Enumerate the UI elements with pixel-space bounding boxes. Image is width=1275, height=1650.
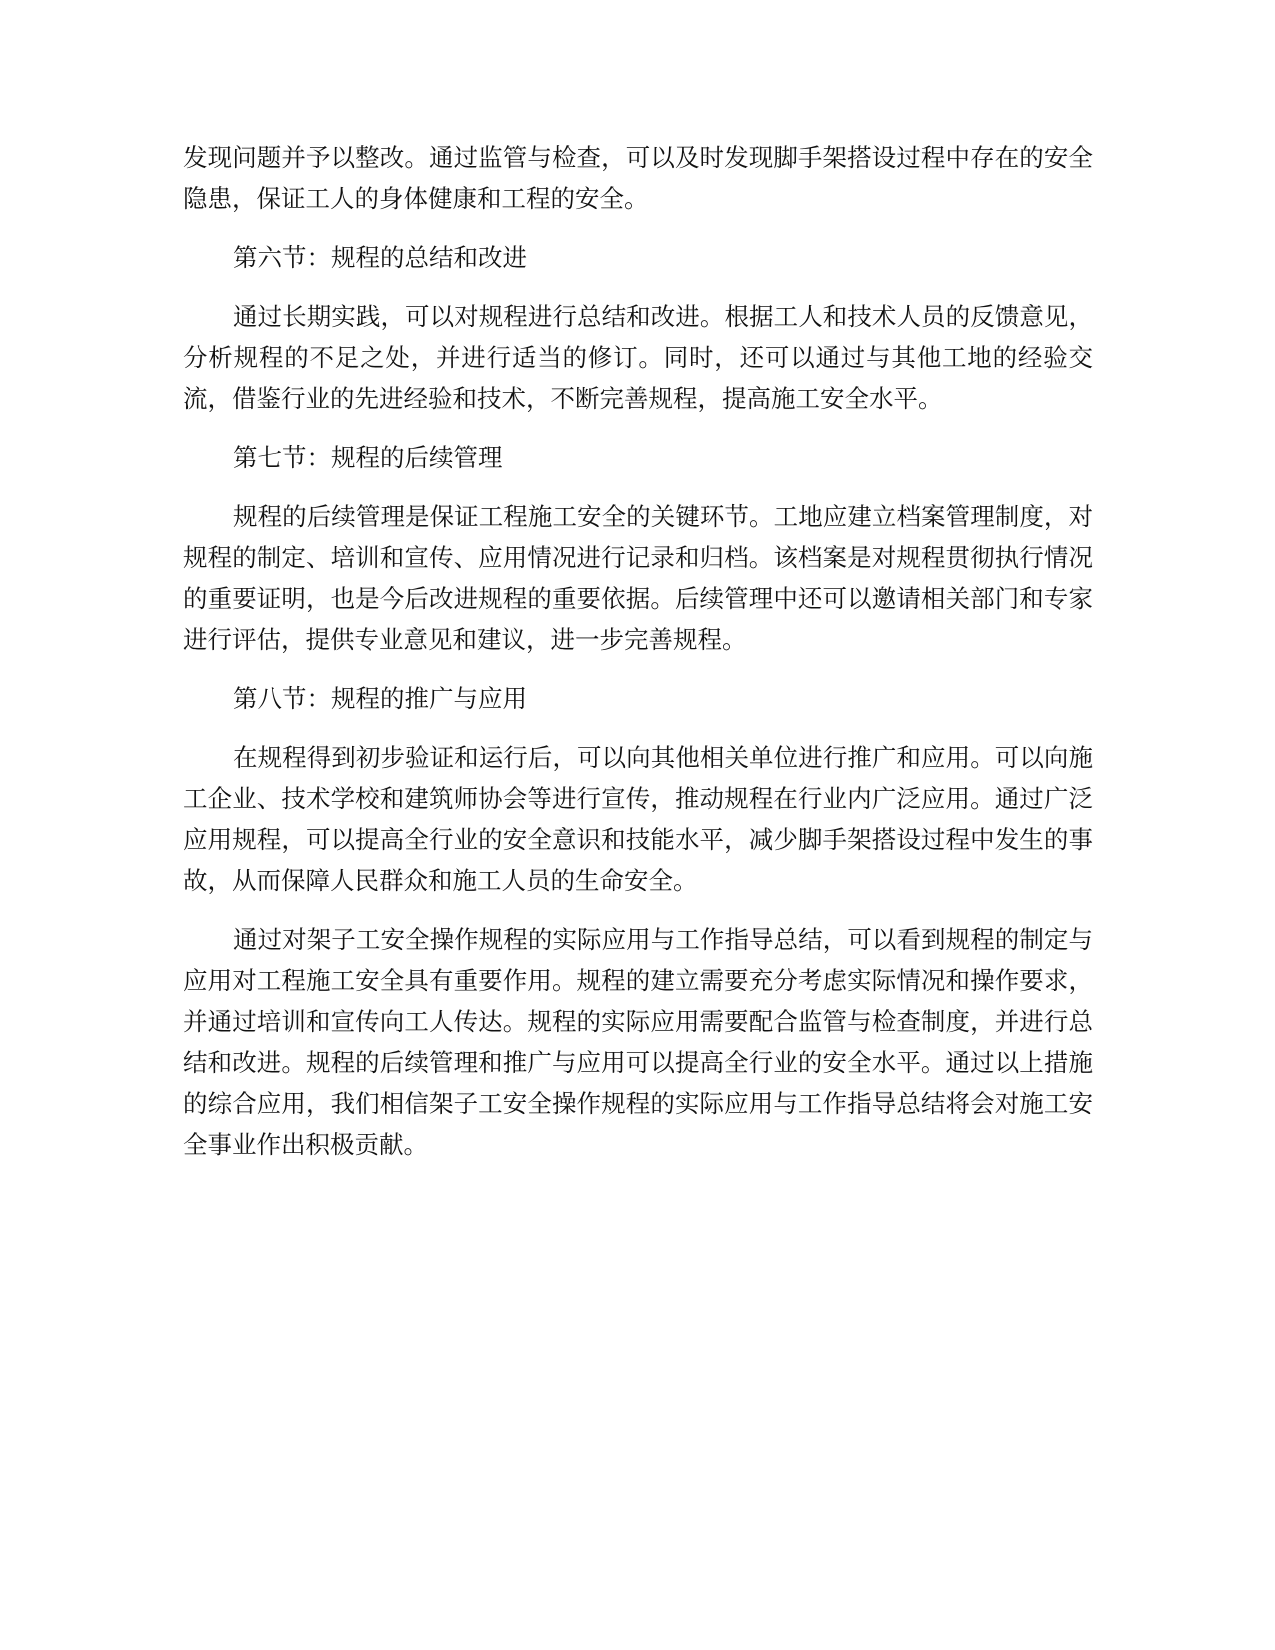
paragraph-promotion-application: 在规程得到初步验证和运行后，可以向其他相关单位进行推广和应用。可以向施工企业、技术学校和建筑师协会等进行宣传，推动规程在行业内广泛应用。通过广泛应用规程，可以提高全行业的安全意识和技能水平，减少脚手架搭设过程中发生的事故，从而保障人民群众和施工人员的生命安全。 bbox=[183, 743, 1093, 895]
section-heading-8: 第八节：规程的推广与应用 bbox=[233, 684, 527, 713]
paragraph-follow-up-management: 规程的后续管理是保证工程施工安全的关键环节。工地应建立档案管理制度，对规程的制定、培训和宣传、应用情况进行记录和归档。该档案是对规程贯彻执行情况的重要证明，也是今后改进规程的重要依据。后续管理中还可以邀请相关部门和专家进行评估，提供专业意见和建议，进一步完善规程。 bbox=[183, 502, 1093, 654]
paragraph-conclusion: 通过对架子工安全操作规程的实际应用与工作指导总结，可以看到规程的制定与应用对工程施工安全具有重要作用。规程的建立需要充分考虑实际情况和操作要求，并通过培训和宣传向工人传达。规程的实际应用需要配合监管与检查制度，并进行总结和改进。规程的后续管理和推广与应用可以提高全行业的安全水平。通过以上措施的综合应用，我们相信架子工安全操作规程的实际应用与工作指导总结将会对施工安全事业作出积极贡献。 bbox=[183, 925, 1093, 1159]
section-heading-7: 第七节：规程的后续管理 bbox=[233, 443, 503, 472]
section-heading-6: 第六节：规程的总结和改进 bbox=[233, 243, 527, 272]
document-body bbox=[183, 137, 1093, 1183]
paragraph-continued: 发现问题并予以整改。通过监管与检查，可以及时发现脚手架搭设过程中存在的安全隐患，保证工人的身体健康和工程的安全。 bbox=[183, 143, 1093, 213]
paragraph-summary-improvement: 通过长期实践，可以对规程进行总结和改进。根据工人和技术人员的反馈意见，分析规程的不足之处，并进行适当的修订。同时，还可以通过与其他工地的经验交流，借鉴行业的先进经验和技术，不断完善规程，提高施工安全水平。 bbox=[183, 302, 1093, 413]
